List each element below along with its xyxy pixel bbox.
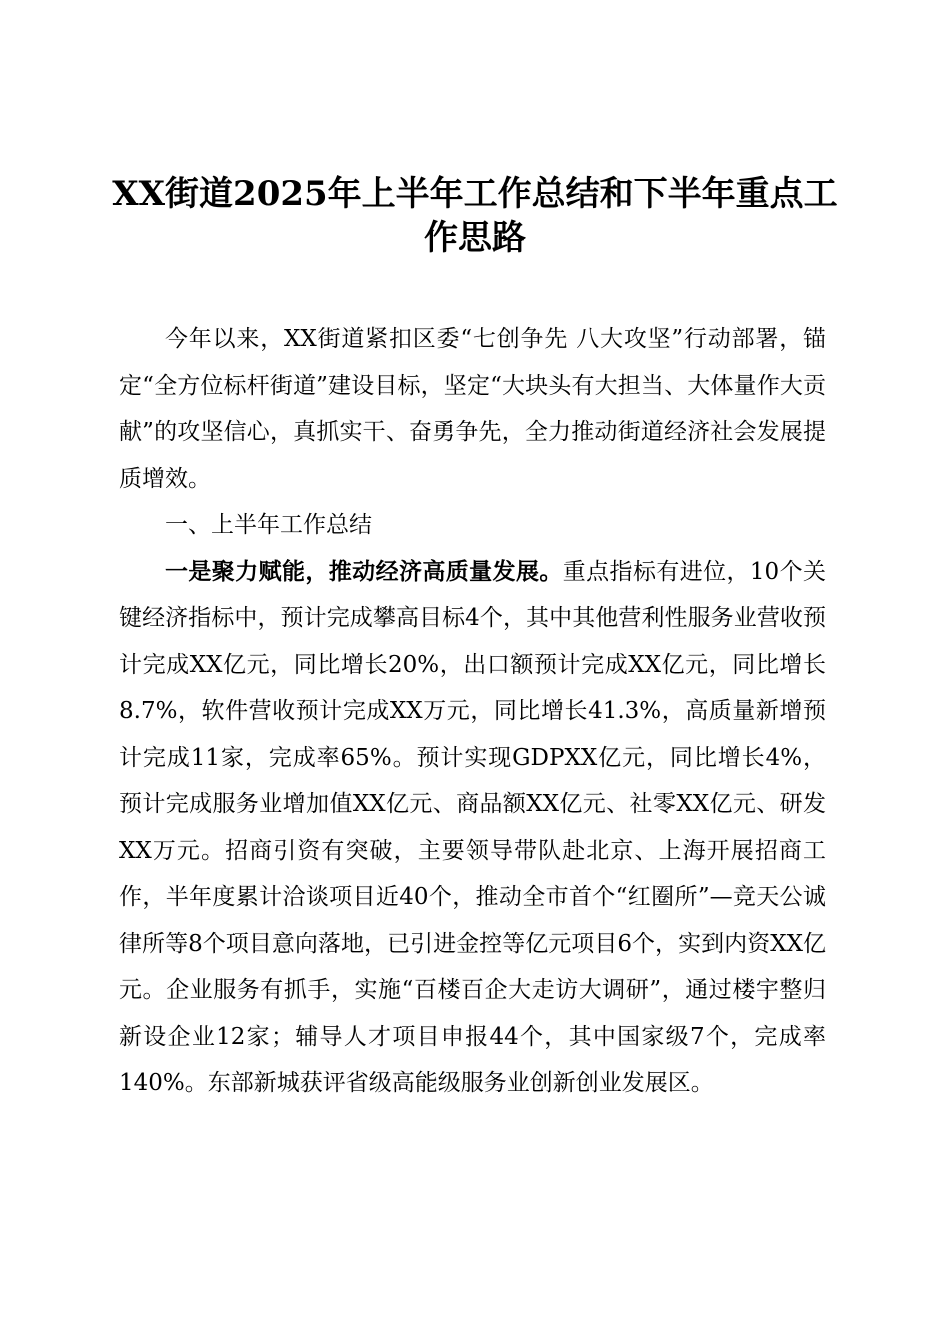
intro-paragraph: 今年以来，XX街道紧扣区委“七创争先 八大攻坚”行动部署，锚定“全方位标杆街道”建设目标，坚定“大块头有大担当、大体量作大贡献”的攻坚信心，真抓实干、奋勇争先，全力推动街道经济社会发展提质增效。 (119, 326, 826, 492)
document-title: XX街道2025年上半年工作总结和下半年重点工作思路 (112, 174, 838, 258)
item-lead: 一是聚力赋能，推动经济高质量发展。 (165, 558, 563, 585)
item-paragraph (119, 549, 826, 1107)
item-text: 重点指标有进位，10个关键经济指标中，预计完成攀高目标4个，其中其他营利性服务业营收预计完成XX亿元，同比增长20%，出口额预计完成XX亿元，同比增长8.7%，软件营收预计完成XX万元，同比增长41.3%，高质量新增预计完成11家，完成率65%。预计实现GDPXX亿元，同比增长4%，预计完成服务业增加值XX亿元、商品额XX亿元、社零XX亿元、研发XX万元。招商引资有突破，主要领导带队赴北京、上海开展招商工作，半年度累计洽谈项目近40个，推动全市首个“红圈所”—竞天公诚律所等8个项目意向落地，已引进金控等亿元项目6个，实到内资XX亿元。企业服务有抓手，实施“百楼百企大走访大调研”，通过楼宇整归新设企业12家；辅导人才项目申报44个，其中国家级7个，完成率140%。东部新城获评省级高能级服务业创新创业发展区。 (119, 558, 826, 1096)
document-body (119, 316, 826, 1107)
section-heading: 一、上半年工作总结 (165, 512, 372, 538)
